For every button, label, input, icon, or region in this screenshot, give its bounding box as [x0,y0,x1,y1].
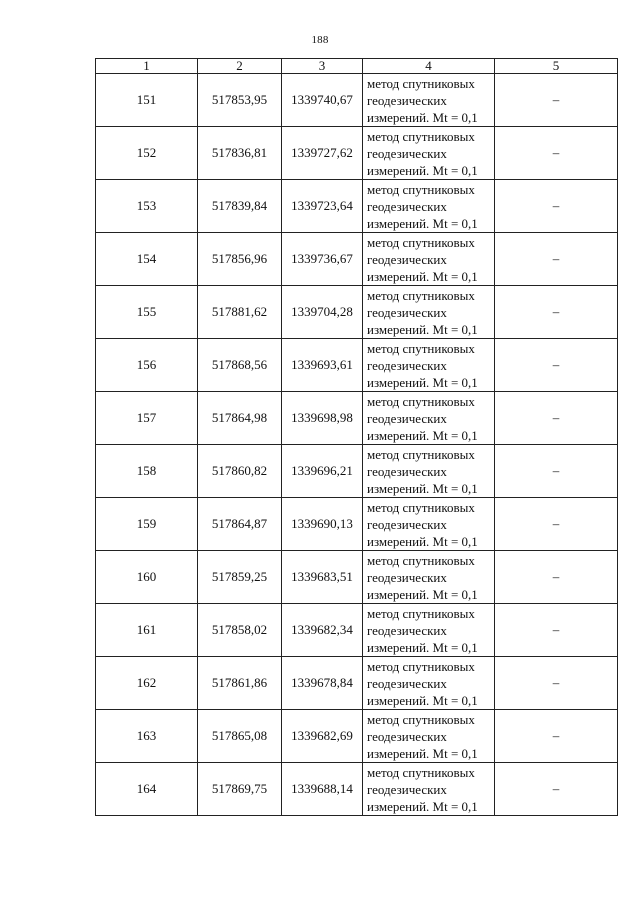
y-coordinate-cell: 1339727,62 [282,127,363,180]
method-text-line: геодезических [367,251,447,267]
method-text-line: метод спутниковых [367,340,475,356]
method-text-line: измерений. Mt = 0,1 [367,268,478,284]
note-cell: – [495,339,618,392]
table-row [96,74,618,127]
y-coordinate-cell: 1339723,64 [282,180,363,233]
method-text-line: метод спутниковых [367,764,475,780]
method-cell [363,763,495,816]
method-text-line: измерений. Mt = 0,1 [367,374,478,390]
note-cell: – [495,127,618,180]
x-coordinate-cell: 517869,75 [198,763,282,816]
coordinates-table [95,58,618,816]
table-row [96,763,618,816]
method-text-line: геодезических [367,304,447,320]
method-cell [363,392,495,445]
page-number: 188 [311,34,329,46]
method-text-line: геодезических [367,357,447,373]
point-number-cell: 151 [96,74,198,127]
method-text-line: измерений. Mt = 0,1 [367,162,478,178]
note-cell: – [495,657,618,710]
table-row [96,339,618,392]
note-cell: – [495,710,618,763]
table-row [96,392,618,445]
x-coordinate-cell: 517864,98 [198,392,282,445]
x-coordinate-cell: 517865,08 [198,710,282,763]
method-cell [363,657,495,710]
method-text-line: метод спутниковых [367,75,475,91]
point-number-cell: 156 [96,339,198,392]
method-text-line: измерений. Mt = 0,1 [367,586,478,602]
point-number-cell: 154 [96,233,198,286]
note-cell: – [495,392,618,445]
y-coordinate-cell: 1339682,34 [282,604,363,657]
y-coordinate-cell: 1339682,69 [282,710,363,763]
note-cell: – [495,604,618,657]
note-cell: – [495,498,618,551]
table-row [96,657,618,710]
note-cell: – [495,233,618,286]
method-text-line: метод спутниковых [367,393,475,409]
x-coordinate-cell: 517858,02 [198,604,282,657]
x-coordinate-cell: 517868,56 [198,339,282,392]
point-number-cell: 159 [96,498,198,551]
point-number-cell: 158 [96,445,198,498]
point-number-cell: 163 [96,710,198,763]
table-row [96,233,618,286]
header-col-4: 4 [363,59,495,74]
header-col-2: 2 [198,59,282,74]
method-text-line: геодезических [367,781,447,797]
method-text-line: метод спутниковых [367,605,475,621]
y-coordinate-cell: 1339693,61 [282,339,363,392]
method-text-line: метод спутниковых [367,552,475,568]
x-coordinate-cell: 517856,96 [198,233,282,286]
point-number-cell: 157 [96,392,198,445]
method-text-line: метод спутниковых [367,499,475,515]
note-cell: – [495,763,618,816]
method-text-line: метод спутниковых [367,234,475,250]
point-number-cell: 161 [96,604,198,657]
method-text-line: измерений. Mt = 0,1 [367,533,478,549]
table-row [96,710,618,763]
y-coordinate-cell: 1339698,98 [282,392,363,445]
table-row [96,286,618,339]
point-number-cell: 152 [96,127,198,180]
y-coordinate-cell: 1339678,84 [282,657,363,710]
method-text-line: измерений. Mt = 0,1 [367,745,478,761]
x-coordinate-cell: 517860,82 [198,445,282,498]
method-text-line: геодезических [367,410,447,426]
method-text-line: измерений. Mt = 0,1 [367,109,478,125]
method-text-line: измерений. Mt = 0,1 [367,480,478,496]
method-cell [363,551,495,604]
method-text-line: измерений. Mt = 0,1 [367,639,478,655]
x-coordinate-cell: 517881,62 [198,286,282,339]
table-row [96,551,618,604]
method-text-line: геодезических [367,675,447,691]
method-cell [363,445,495,498]
method-cell [363,498,495,551]
method-cell [363,604,495,657]
x-coordinate-cell: 517864,87 [198,498,282,551]
header-col-3: 3 [282,59,363,74]
method-text-line: геодезических [367,463,447,479]
method-text-line: геодезических [367,728,447,744]
method-text-line: метод спутниковых [367,181,475,197]
method-cell [363,286,495,339]
method-text-line: измерений. Mt = 0,1 [367,215,478,231]
method-cell [363,710,495,763]
note-cell: – [495,445,618,498]
method-cell [363,233,495,286]
method-cell [363,74,495,127]
method-text-line: метод спутниковых [367,711,475,727]
table-row [96,498,618,551]
y-coordinate-cell: 1339704,28 [282,286,363,339]
method-text-line: метод спутниковых [367,658,475,674]
note-cell: – [495,180,618,233]
table-header-row [96,59,618,74]
table-row [96,445,618,498]
method-text-line: геодезических [367,198,447,214]
x-coordinate-cell: 517861,86 [198,657,282,710]
y-coordinate-cell: 1339690,13 [282,498,363,551]
method-text-line: метод спутниковых [367,446,475,462]
table-row [96,604,618,657]
method-text-line: геодезических [367,92,447,108]
table-row [96,180,618,233]
header-col-5: 5 [495,59,618,74]
y-coordinate-cell: 1339688,14 [282,763,363,816]
x-coordinate-cell: 517859,25 [198,551,282,604]
method-text-line: геодезических [367,516,447,532]
note-cell: – [495,551,618,604]
table-body [96,74,618,816]
y-coordinate-cell: 1339696,21 [282,445,363,498]
method-text-line: геодезических [367,145,447,161]
x-coordinate-cell: 517839,84 [198,180,282,233]
y-coordinate-cell: 1339736,67 [282,233,363,286]
point-number-cell: 164 [96,763,198,816]
method-text-line: метод спутниковых [367,287,475,303]
method-cell [363,180,495,233]
header-col-1: 1 [96,59,198,74]
method-text-line: измерений. Mt = 0,1 [367,692,478,708]
point-number-cell: 162 [96,657,198,710]
method-text-line: метод спутниковых [367,128,475,144]
x-coordinate-cell: 517836,81 [198,127,282,180]
method-cell [363,127,495,180]
note-cell: – [495,286,618,339]
note-cell: – [495,74,618,127]
method-text-line: измерений. Mt = 0,1 [367,321,478,337]
point-number-cell: 153 [96,180,198,233]
method-text-line: геодезических [367,569,447,585]
y-coordinate-cell: 1339740,67 [282,74,363,127]
method-cell [363,339,495,392]
x-coordinate-cell: 517853,95 [198,74,282,127]
y-coordinate-cell: 1339683,51 [282,551,363,604]
method-text-line: измерений. Mt = 0,1 [367,798,478,814]
point-number-cell: 160 [96,551,198,604]
table-row [96,127,618,180]
point-number-cell: 155 [96,286,198,339]
method-text-line: измерений. Mt = 0,1 [367,427,478,443]
method-text-line: геодезических [367,622,447,638]
